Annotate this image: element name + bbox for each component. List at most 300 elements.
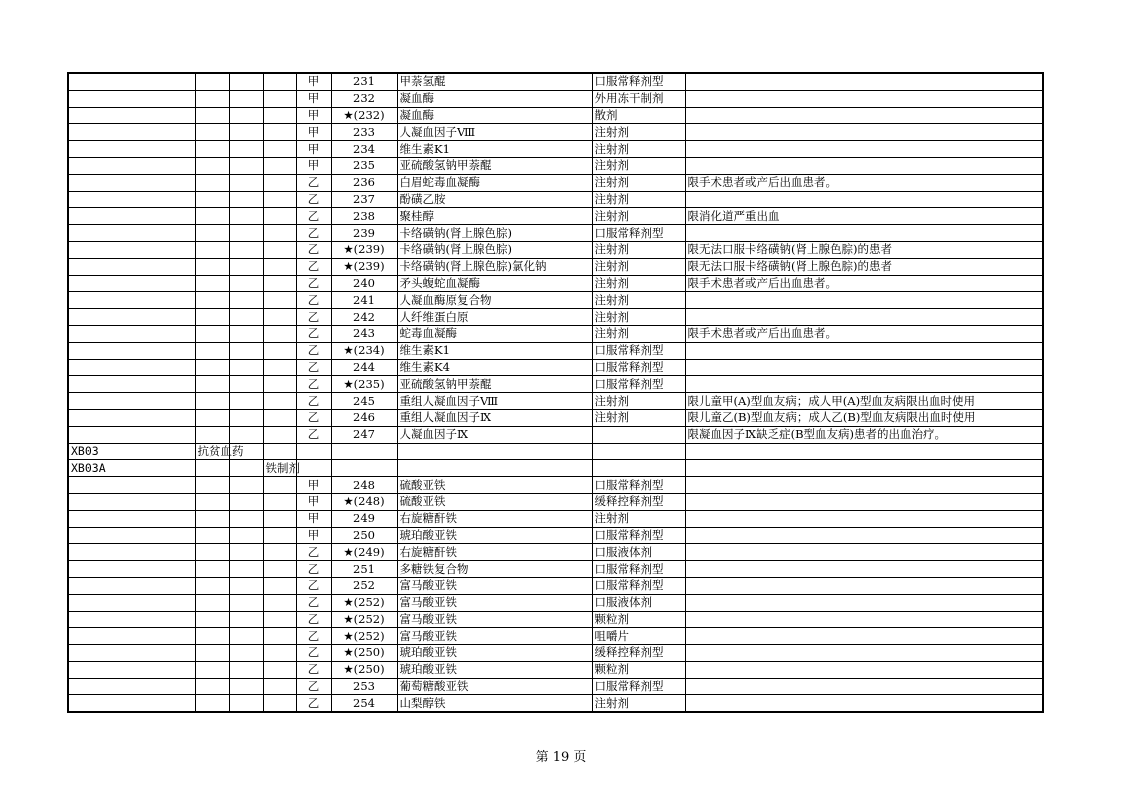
cell-category-l2 [263, 174, 296, 191]
table-row [68, 594, 1043, 611]
cell-remark [685, 292, 1043, 309]
cell-category-l1 [195, 393, 229, 410]
cell-dosage-form: 注射剂 [592, 393, 685, 410]
cell-code: XB03 [68, 443, 195, 460]
cell-category-l1 [195, 309, 229, 326]
cell-category-l1 [195, 544, 229, 561]
cell-category-l1 [195, 661, 229, 678]
cell-dosage-form: 注射剂 [592, 141, 685, 158]
cell-remark [685, 544, 1043, 561]
cell-number: 242 [331, 309, 397, 326]
cell-category-l1 [195, 208, 229, 225]
cell-dosage-form: 口服常释剂型 [592, 527, 685, 544]
cell-category-l1 [195, 325, 229, 342]
cell-remark [685, 309, 1043, 326]
cell-class: 乙 [296, 611, 331, 628]
cell-remark [685, 594, 1043, 611]
cell-dosage-form: 注射剂 [592, 510, 685, 527]
cell-empty [229, 510, 263, 527]
cell-class: 乙 [296, 577, 331, 594]
cell-class: 乙 [296, 645, 331, 662]
cell-dosage-form: 注射剂 [592, 309, 685, 326]
cell-code [68, 309, 195, 326]
table-row [68, 678, 1043, 695]
cell-category-l1 [195, 275, 229, 292]
cell-category-l1 [195, 460, 229, 477]
cell-dosage-form: 颗粒剂 [592, 661, 685, 678]
cell-number: ★(248) [331, 493, 397, 510]
cell-category-l2 [263, 493, 296, 510]
cell-category-l1 [195, 477, 229, 494]
cell-empty [229, 376, 263, 393]
cell-empty [229, 544, 263, 561]
cell-drug-name: 右旋糖酐铁 [397, 544, 592, 561]
table-row [68, 174, 1043, 191]
cell-category-l1 [195, 107, 229, 124]
cell-empty [229, 460, 263, 477]
cell-category-l2 [263, 275, 296, 292]
cell-class: 乙 [296, 628, 331, 645]
cell-category-l1 [195, 141, 229, 158]
cell-category-l2 [263, 510, 296, 527]
cell-code [68, 90, 195, 107]
cell-dosage-form: 口服常释剂型 [592, 73, 685, 90]
cell-class [296, 443, 331, 460]
cell-category-l1 [195, 292, 229, 309]
cell-code [68, 393, 195, 410]
cell-dosage-form: 口服液体剂 [592, 594, 685, 611]
cell-category-l2 [263, 208, 296, 225]
cell-empty [229, 577, 263, 594]
cell-dosage-form [592, 443, 685, 460]
cell-code [68, 594, 195, 611]
table-row [68, 477, 1043, 494]
cell-drug-name: 酚磺乙胺 [397, 191, 592, 208]
cell-category-l2 [263, 309, 296, 326]
cell-empty [229, 124, 263, 141]
table-row [68, 292, 1043, 309]
cell-remark [685, 628, 1043, 645]
cell-remark [685, 611, 1043, 628]
cell-code [68, 645, 195, 662]
cell-remark: 限消化道严重出血 [685, 208, 1043, 225]
cell-class: 甲 [296, 477, 331, 494]
cell-drug-name: 重组人凝血因子Ⅷ [397, 393, 592, 410]
cell-class: 乙 [296, 426, 331, 443]
cell-category-l1 [195, 510, 229, 527]
cell-remark: 限儿童甲(A)型血友病；成人甲(A)型血友病限出血时使用 [685, 393, 1043, 410]
cell-category-l2 [263, 409, 296, 426]
cell-remark: 限儿童乙(B)型血友病；成人乙(B)型血友病限出血时使用 [685, 409, 1043, 426]
cell-number [331, 460, 397, 477]
table-row [68, 359, 1043, 376]
cell-code [68, 561, 195, 578]
cell-code [68, 510, 195, 527]
cell-empty [229, 611, 263, 628]
cell-class: 乙 [296, 594, 331, 611]
cell-dosage-form: 散剂 [592, 107, 685, 124]
table-row [68, 208, 1043, 225]
cell-drug-name: 硫酸亚铁 [397, 477, 592, 494]
cell-dosage-form [592, 460, 685, 477]
cell-drug-name: 卡络磺钠(肾上腺色腙) [397, 225, 592, 242]
cell-remark [685, 225, 1043, 242]
cell-dosage-form: 注射剂 [592, 409, 685, 426]
cell-drug-name: 人凝血因子Ⅷ [397, 124, 592, 141]
cell-category-l1 [195, 577, 229, 594]
cell-empty [229, 393, 263, 410]
cell-empty [229, 594, 263, 611]
table-row [68, 73, 1043, 90]
cell-number: 241 [331, 292, 397, 309]
cell-drug-name: 维生素K4 [397, 359, 592, 376]
cell-number: ★(250) [331, 661, 397, 678]
cell-code [68, 107, 195, 124]
cell-drug-name: 卡络磺钠(肾上腺色腙) [397, 241, 592, 258]
table-row [68, 510, 1043, 527]
cell-remark [685, 124, 1043, 141]
cell-category-l1 [195, 527, 229, 544]
cell-category-l2 [263, 661, 296, 678]
cell-dosage-form: 注射剂 [592, 241, 685, 258]
cell-category-l1 [195, 426, 229, 443]
table-row [68, 460, 1043, 477]
cell-category-l2 [263, 325, 296, 342]
cell-code [68, 695, 195, 712]
cell-category-l2 [263, 225, 296, 242]
drug-list-table [67, 72, 1044, 713]
cell-code: XB03A [68, 460, 195, 477]
cell-class: 乙 [296, 191, 331, 208]
cell-empty [229, 208, 263, 225]
table-row [68, 409, 1043, 426]
cell-code [68, 527, 195, 544]
cell-number: ★(250) [331, 645, 397, 662]
cell-empty [229, 90, 263, 107]
cell-category-l2 [263, 544, 296, 561]
cell-drug-name: 维生素K1 [397, 342, 592, 359]
cell-empty [229, 645, 263, 662]
cell-class: 乙 [296, 275, 331, 292]
cell-number: 237 [331, 191, 397, 208]
cell-category-l1 [195, 90, 229, 107]
cell-class: 甲 [296, 493, 331, 510]
table-row [68, 157, 1043, 174]
cell-empty [229, 225, 263, 242]
cell-number: 243 [331, 325, 397, 342]
cell-remark: 限手术患者或产后出血患者。 [685, 174, 1043, 191]
cell-remark [685, 376, 1043, 393]
cell-category-l2 [263, 645, 296, 662]
cell-empty [229, 191, 263, 208]
cell-drug-name [397, 460, 592, 477]
cell-category-l2 [263, 393, 296, 410]
cell-class: 乙 [296, 678, 331, 695]
cell-code [68, 208, 195, 225]
cell-category-l2 [263, 342, 296, 359]
cell-dosage-form: 咀嚼片 [592, 628, 685, 645]
cell-remark [685, 561, 1043, 578]
table-row [68, 124, 1043, 141]
cell-drug-name: 凝血酶 [397, 107, 592, 124]
cell-class: 乙 [296, 376, 331, 393]
cell-code [68, 325, 195, 342]
table-row [68, 275, 1043, 292]
table-row [68, 527, 1043, 544]
cell-empty [229, 141, 263, 158]
cell-class: 乙 [296, 309, 331, 326]
cell-remark: 限凝血因子Ⅸ缺乏症(B型血友病)患者的出血治疗。 [685, 426, 1043, 443]
table-row [68, 325, 1043, 342]
cell-drug-name: 右旋糖酐铁 [397, 510, 592, 527]
cell-class: 甲 [296, 157, 331, 174]
cell-number: 245 [331, 393, 397, 410]
cell-category-l2 [263, 107, 296, 124]
cell-category-l2 [263, 359, 296, 376]
cell-category-l2 [263, 191, 296, 208]
cell-drug-name: 凝血酶 [397, 90, 592, 107]
cell-category-l1 [195, 561, 229, 578]
cell-category-l1 [195, 645, 229, 662]
cell-drug-name: 蛇毒血凝酶 [397, 325, 592, 342]
cell-code [68, 258, 195, 275]
cell-empty [229, 661, 263, 678]
cell-class: 乙 [296, 325, 331, 342]
cell-code [68, 409, 195, 426]
cell-class: 甲 [296, 124, 331, 141]
cell-number: 234 [331, 141, 397, 158]
cell-category-l2 [263, 477, 296, 494]
cell-remark [685, 443, 1043, 460]
cell-code [68, 241, 195, 258]
table-row [68, 107, 1043, 124]
cell-category-l1 [195, 678, 229, 695]
cell-code [68, 174, 195, 191]
cell-empty [229, 342, 263, 359]
cell-category-l2 [263, 695, 296, 712]
table-row [68, 309, 1043, 326]
table-row [68, 90, 1043, 107]
cell-code [68, 661, 195, 678]
cell-category-l1 [195, 174, 229, 191]
cell-code [68, 493, 195, 510]
cell-category-l1 [195, 695, 229, 712]
cell-empty [229, 309, 263, 326]
cell-drug-name: 维生素K1 [397, 141, 592, 158]
table-row [68, 393, 1043, 410]
cell-number: 253 [331, 678, 397, 695]
cell-dosage-form: 口服常释剂型 [592, 678, 685, 695]
cell-drug-name: 矛头蝮蛇血凝酶 [397, 275, 592, 292]
cell-drug-name: 多糖铁复合物 [397, 561, 592, 578]
cell-empty [229, 628, 263, 645]
cell-class: 乙 [296, 393, 331, 410]
cell-dosage-form: 颗粒剂 [592, 611, 685, 628]
cell-drug-name: 富马酸亚铁 [397, 594, 592, 611]
cell-number: 233 [331, 124, 397, 141]
table-row [68, 561, 1043, 578]
cell-category-l1 [195, 628, 229, 645]
cell-code [68, 426, 195, 443]
cell-remark [685, 493, 1043, 510]
cell-code [68, 292, 195, 309]
cell-empty [229, 527, 263, 544]
cell-dosage-form: 口服常释剂型 [592, 359, 685, 376]
cell-empty [229, 241, 263, 258]
cell-code [68, 477, 195, 494]
cell-number: ★(239) [331, 258, 397, 275]
cell-class: 甲 [296, 141, 331, 158]
cell-number: 244 [331, 359, 397, 376]
cell-number: ★(239) [331, 241, 397, 258]
cell-category-l1 [195, 225, 229, 242]
cell-class: 乙 [296, 292, 331, 309]
cell-remark [685, 460, 1043, 477]
cell-drug-name: 琥珀酸亚铁 [397, 661, 592, 678]
cell-drug-name: 琥珀酸亚铁 [397, 645, 592, 662]
cell-code [68, 342, 195, 359]
cell-number: ★(235) [331, 376, 397, 393]
cell-code [68, 157, 195, 174]
cell-class: 乙 [296, 258, 331, 275]
cell-drug-name: 琥珀酸亚铁 [397, 527, 592, 544]
cell-dosage-form: 外用冻干制剂 [592, 90, 685, 107]
cell-empty [229, 258, 263, 275]
cell-class: 乙 [296, 359, 331, 376]
cell-code [68, 544, 195, 561]
cell-class: 甲 [296, 510, 331, 527]
cell-class: 乙 [296, 225, 331, 242]
cell-number: ★(249) [331, 544, 397, 561]
cell-class: 甲 [296, 527, 331, 544]
cell-category-l1 [195, 409, 229, 426]
cell-category-l2 [263, 443, 296, 460]
cell-remark [685, 90, 1043, 107]
cell-class: 甲 [296, 73, 331, 90]
cell-dosage-form: 缓释控释剂型 [592, 493, 685, 510]
cell-category-l2 [263, 527, 296, 544]
table-row [68, 191, 1043, 208]
cell-class: 乙 [296, 409, 331, 426]
cell-drug-name: 亚硫酸氢钠甲萘醌 [397, 376, 592, 393]
cell-category-l2: 铁制剂 [263, 460, 296, 477]
cell-category-l1 [195, 258, 229, 275]
cell-class: 乙 [296, 174, 331, 191]
cell-category-l1 [195, 342, 229, 359]
cell-number: 232 [331, 90, 397, 107]
cell-code [68, 124, 195, 141]
table-row [68, 241, 1043, 258]
table-row [68, 645, 1043, 662]
table-row [68, 628, 1043, 645]
cell-class: 乙 [296, 561, 331, 578]
cell-drug-name: 亚硫酸氢钠甲萘醌 [397, 157, 592, 174]
cell-dosage-form: 口服液体剂 [592, 544, 685, 561]
cell-number: 254 [331, 695, 397, 712]
cell-number: 238 [331, 208, 397, 225]
table-row [68, 225, 1043, 242]
cell-remark: 限无法口服卡络磺钠(肾上腺色腙)的患者 [685, 258, 1043, 275]
cell-remark [685, 191, 1043, 208]
cell-dosage-form: 注射剂 [592, 275, 685, 292]
cell-category-l2 [263, 241, 296, 258]
cell-number: 250 [331, 527, 397, 544]
cell-class: 乙 [296, 544, 331, 561]
cell-code [68, 376, 195, 393]
cell-number: ★(252) [331, 611, 397, 628]
table-row [68, 493, 1043, 510]
cell-category-l1 [195, 124, 229, 141]
cell-code [68, 141, 195, 158]
cell-number: 252 [331, 577, 397, 594]
cell-drug-name: 卡络磺钠(肾上腺色腙)氯化钠 [397, 258, 592, 275]
table-row [68, 443, 1043, 460]
cell-remark [685, 577, 1043, 594]
cell-drug-name: 人纤维蛋白原 [397, 309, 592, 326]
cell-class: 甲 [296, 90, 331, 107]
cell-remark [685, 661, 1043, 678]
cell-remark [685, 678, 1043, 695]
cell-code [68, 611, 195, 628]
table-row [68, 611, 1043, 628]
cell-remark [685, 477, 1043, 494]
cell-drug-name: 人凝血酶原复合物 [397, 292, 592, 309]
cell-number: 247 [331, 426, 397, 443]
cell-empty [229, 325, 263, 342]
cell-drug-name: 山梨醇铁 [397, 695, 592, 712]
cell-category-l2 [263, 292, 296, 309]
cell-dosage-form: 口服常释剂型 [592, 577, 685, 594]
cell-dosage-form: 注射剂 [592, 258, 685, 275]
cell-code [68, 225, 195, 242]
cell-category-l1 [195, 376, 229, 393]
cell-drug-name: 富马酸亚铁 [397, 577, 592, 594]
cell-number: 251 [331, 561, 397, 578]
cell-category-l2 [263, 124, 296, 141]
cell-class: 乙 [296, 342, 331, 359]
cell-category-l1 [195, 241, 229, 258]
cell-category-l2 [263, 561, 296, 578]
cell-category-l1 [195, 493, 229, 510]
cell-drug-name: 富马酸亚铁 [397, 628, 592, 645]
cell-drug-name: 富马酸亚铁 [397, 611, 592, 628]
cell-number: ★(252) [331, 628, 397, 645]
cell-remark [685, 527, 1043, 544]
cell-category-l1 [195, 73, 229, 90]
cell-drug-name [397, 443, 592, 460]
cell-remark [685, 342, 1043, 359]
cell-category-l2 [263, 157, 296, 174]
cell-dosage-form: 注射剂 [592, 292, 685, 309]
cell-class: 乙 [296, 208, 331, 225]
cell-class: 乙 [296, 695, 331, 712]
cell-remark: 限手术患者或产后出血患者。 [685, 325, 1043, 342]
table-row [68, 426, 1043, 443]
cell-number [331, 443, 397, 460]
cell-category-l1 [195, 594, 229, 611]
cell-drug-name: 人凝血因子Ⅸ [397, 426, 592, 443]
table-row [68, 695, 1043, 712]
cell-empty [229, 409, 263, 426]
cell-dosage-form: 注射剂 [592, 157, 685, 174]
cell-empty [229, 493, 263, 510]
cell-remark [685, 510, 1043, 527]
cell-code [68, 678, 195, 695]
cell-empty [229, 678, 263, 695]
cell-remark [685, 645, 1043, 662]
cell-remark [685, 157, 1043, 174]
cell-empty [229, 477, 263, 494]
